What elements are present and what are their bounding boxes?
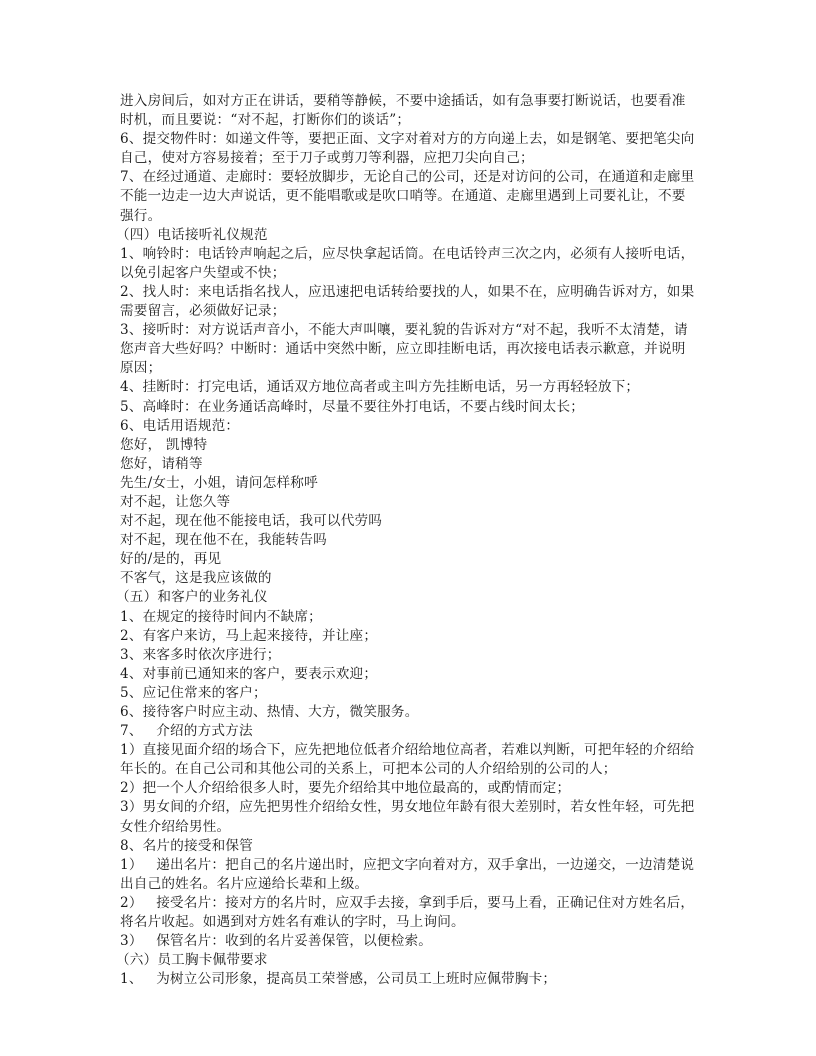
paragraph-line: 年长的。在自己公司和其他公司的关系上，可把本公司的人介绍给别的公司的人； bbox=[120, 761, 617, 778]
paragraph-line: 自己，使对方容易接着；至于刀子或剪刀等利器，应把刀尖向自己； bbox=[120, 150, 534, 167]
section-heading: （四）电话接听礼仪规范 bbox=[116, 226, 268, 243]
phrase-line: 对不起，现在他不能接电话，我可以代劳吗 bbox=[120, 513, 383, 530]
paragraph-line: 需要留言，必须做好记录； bbox=[120, 303, 286, 320]
list-item: 2、找人时：来电话指名找人，应迅速把电话转给要找的人，如果不在，应明确告诉对方，如果 bbox=[120, 283, 695, 300]
list-item: 6、接待客户时应主动、热情、大方，微笑服务。 bbox=[120, 704, 419, 720]
paragraph-line: 不能一边走一边大声说话，更不能唱歌或是吹口哨等。在通道、走廊里遇到上司要礼让，不要 bbox=[120, 188, 686, 205]
section-heading: （五）和客户的业务礼仪 bbox=[116, 589, 268, 606]
paragraph-line: 强行。 bbox=[120, 207, 162, 224]
paragraph-line: 原因； bbox=[120, 360, 162, 377]
paragraph-line: 将名片收起。如遇到对方姓名有难认的字时，马上询问。 bbox=[120, 914, 465, 931]
list-item: 3、来客多时依次序进行； bbox=[120, 646, 281, 663]
list-item: 6、提交物件时：如递文件等，要把正面、文字对着对方的方向递上去，如是钢笔、要把笔尖向 bbox=[120, 131, 695, 148]
list-item: 8、名片的接受和保管 bbox=[120, 837, 253, 854]
phrase-line: 您好，请稍等 bbox=[120, 455, 203, 472]
phrase-line: 先生/女士，小姐，请问怎样称呼 bbox=[120, 474, 318, 491]
list-item: 4、对事前已通知来的客户，要表示欢迎； bbox=[120, 665, 378, 682]
paragraph-line: 出自己的姓名。名片应递给长辈和上级。 bbox=[120, 875, 369, 892]
sub-item: 3）男女间的介绍，应先把男性介绍给女性，男女地位年龄有很大差别时，若女性年轻，可先把 bbox=[120, 799, 695, 816]
list-item: 1、 为树立公司形象，提高员工荣誉感，公司员工上班时应佩带胸卡； bbox=[120, 971, 557, 988]
paragraph-line: 女性介绍给男性。 bbox=[120, 818, 231, 835]
list-item: 4、挂断时：打完电话，通话双方地位高者或主叫方先挂断电话，另一方再轻轻放下； bbox=[120, 379, 640, 396]
sub-item: 2） 接受名片：接对方的名片时，应双手去接，拿到手后，要马上看，正确记住对方姓名后， bbox=[120, 894, 695, 911]
sub-item: 3） 保管名片：收到的名片妥善保管，以便检索。 bbox=[120, 933, 433, 950]
list-item: 3、接听时：对方说话声音小，不能大声叫嚷，要礼貌的告诉对方“对不起，我听不太清楚，请 bbox=[120, 322, 688, 339]
document-page bbox=[116, 92, 702, 989]
phrase-line: 好的/是的，再见 bbox=[120, 551, 222, 568]
list-item: 1、在规定的接待时间内不缺席； bbox=[120, 608, 322, 625]
phrase-line: 您好， 凯博特 bbox=[120, 436, 208, 453]
sub-item: 1）直接见面介绍的场合下，应先把地位低者介绍给地位高者，若难以判断，可把年轻的介绍给 bbox=[120, 742, 695, 759]
list-item: 2、有客户来访，马上起来接待，并让座； bbox=[120, 627, 378, 644]
paragraph-line: 进入房间后，如对方正在讲话，要稍等静候，不要中途插话，如有急事要打断说话，也要看准 bbox=[120, 93, 686, 109]
paragraph-line: 以免引起客户失望或不快； bbox=[120, 264, 286, 281]
list-item: 6、电话用语规范： bbox=[120, 417, 240, 434]
phrase-line: 对不起，让您久等 bbox=[120, 493, 231, 510]
section-heading: （六）员工胸卡佩带要求 bbox=[116, 952, 268, 969]
phrase-line: 对不起，现在他不在，我能转告吗 bbox=[120, 532, 327, 549]
list-item: 7、 介绍的方式方法 bbox=[120, 723, 253, 740]
list-item: 1、响铃时：电话铃声响起之后，应尽快拿起话筒。在电话铃声三次之内，必须有人接听电话， bbox=[120, 245, 695, 262]
paragraph-line: 您声音大些好吗？中断时：通话中突然中断，应立即挂断电话，再次接电话表示歉意，并说明 bbox=[120, 341, 686, 358]
phrase-line: 不客气，这是我应该做的 bbox=[120, 570, 272, 587]
list-item: 5、高峰时：在业务通话高峰时，尽量不要往外打电话，不要占线时间太长； bbox=[120, 398, 585, 415]
sub-item: 1） 递出名片：把自己的名片递出时，应把文字向着对方，双手拿出，一边递交，一边清楚说 bbox=[120, 856, 695, 873]
paragraph-line: 时机，而且要说：“对不起，打断你们的谈话”； bbox=[120, 112, 411, 129]
list-item: 7、在经过通道、走廊时：要轻放脚步，无论自己的公司，还是对访问的公司，在通道和走廊里 bbox=[120, 169, 695, 186]
list-item: 5、应记住常来的客户； bbox=[120, 684, 267, 701]
sub-item: 2）把一个人介绍给很多人时，要先介绍给其中地位最高的，或酌情而定； bbox=[120, 780, 571, 797]
